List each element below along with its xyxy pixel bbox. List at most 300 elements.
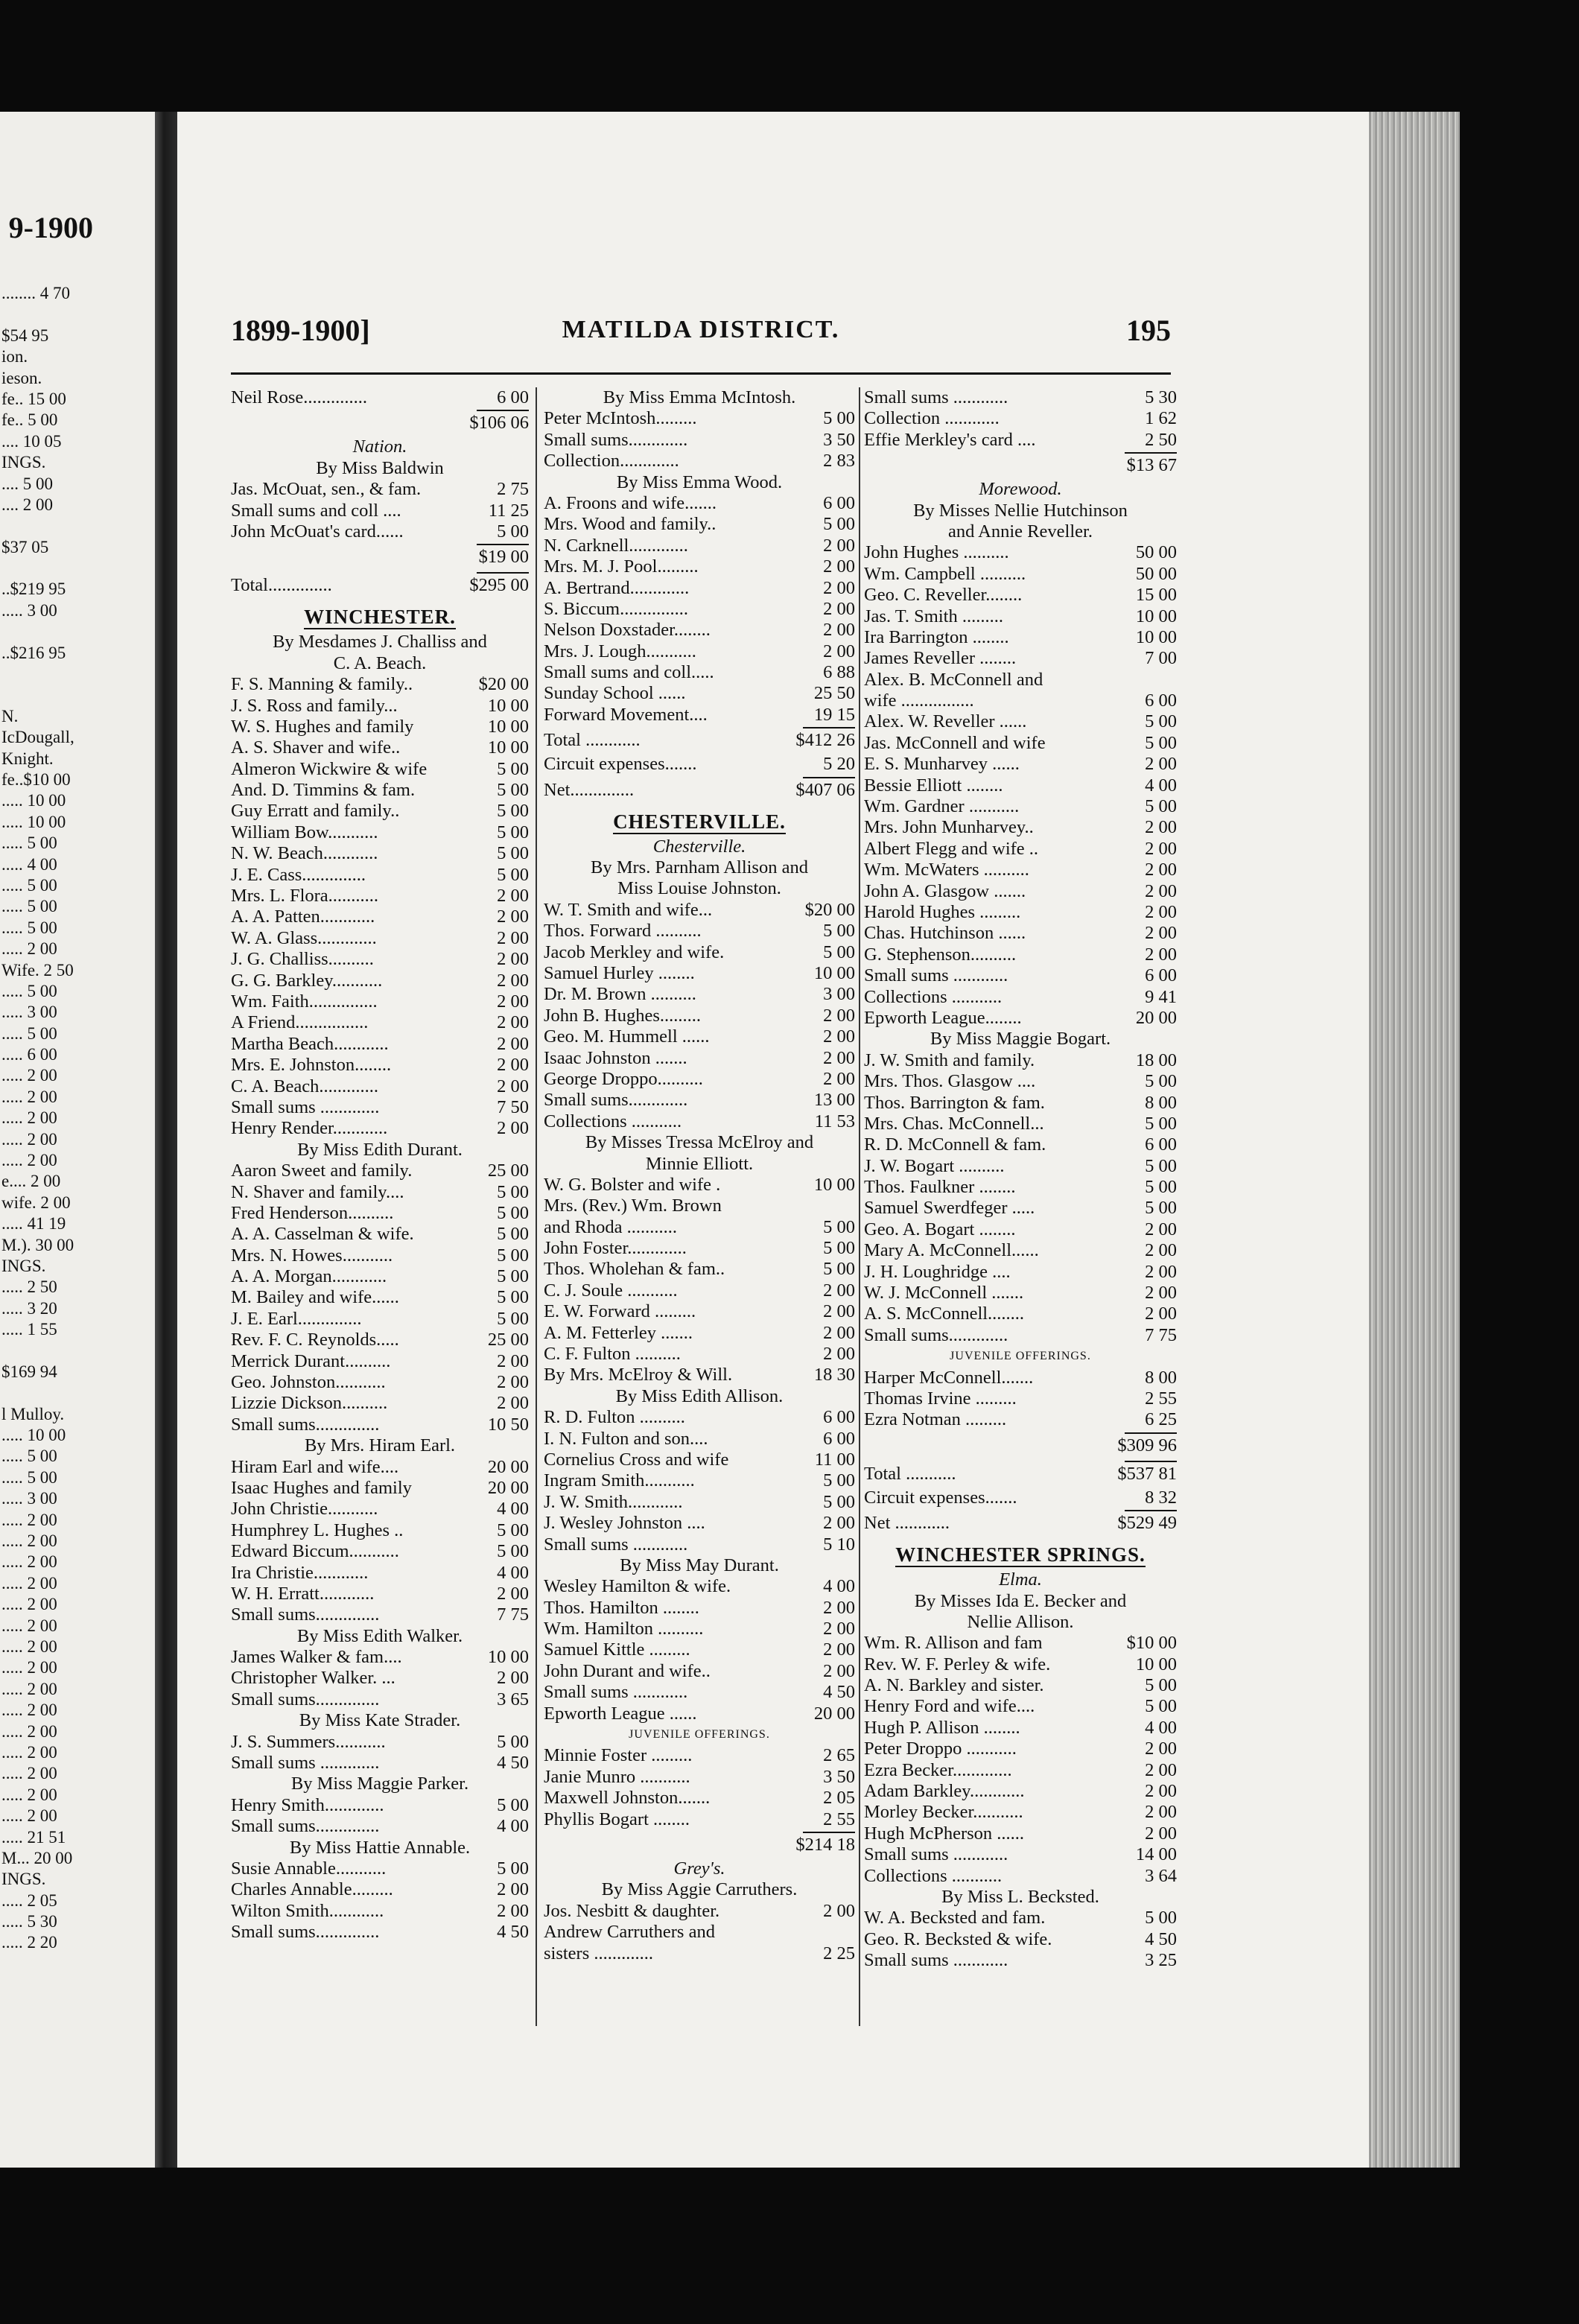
entry-amount: 2 00 — [497, 886, 529, 907]
entry-row — [864, 1304, 1177, 1324]
entry-name: Rev. W. F. Perley & wife. — [864, 1654, 1051, 1674]
entry-row — [864, 1929, 1177, 1950]
entry-name: Dr. M. Brown .......... — [544, 984, 696, 1005]
entry-amount: 2 75 — [497, 479, 529, 500]
entry-amount: 2 00 — [497, 1372, 529, 1393]
entry-name: Mrs. E. Johnston........ — [231, 1055, 392, 1076]
entry-row — [864, 1325, 1177, 1346]
entry-amount: 5 00 — [823, 514, 855, 535]
entry-row — [544, 1048, 855, 1069]
entry-name: J. W. Bogart .......... — [864, 1155, 1005, 1176]
left-fragment-line: ..... 2 00 — [1, 1679, 57, 1698]
entry-amount: $412 26 — [795, 730, 855, 751]
entry-row — [864, 965, 1177, 986]
column-1 — [231, 387, 529, 1943]
entry-name: Ingram Smith........... — [544, 1470, 695, 1491]
juvenile-heading: JUVENILE OFFERINGS. — [629, 1728, 770, 1742]
entry-amount: 2 00 — [497, 1350, 529, 1371]
entry-name: Small sums and coll..... — [544, 662, 714, 683]
entry-row — [231, 1795, 529, 1816]
entry-row — [864, 1781, 1177, 1802]
left-fragment-line: ..... 2 00 — [1, 939, 57, 959]
entry-row — [231, 1034, 529, 1055]
entry-amount: 2 00 — [1145, 1781, 1177, 1802]
entry-name: A. A. Casselman & wife. — [231, 1224, 414, 1245]
entry-amount: 5 00 — [1145, 1177, 1177, 1198]
entry-name: Lizzie Dickson.......... — [231, 1393, 388, 1414]
entry-name: Mrs. John Munharvey.. — [864, 817, 1034, 838]
left-fragment-line: INGS. — [1, 1870, 46, 1889]
entry-row — [231, 1478, 529, 1499]
left-fragment-line: ..... 2 00 — [1, 1552, 57, 1572]
left-fragment-line: ..... 3 20 — [1, 1298, 57, 1318]
left-fragment-line: ..... 2 00 — [1, 1066, 57, 1085]
entry-name: Wm. Gardner ........... — [864, 796, 1020, 817]
entry-row — [231, 1266, 529, 1287]
book-gutter — [155, 112, 177, 2168]
entry-name: Hugh McPherson ...... — [864, 1823, 1025, 1844]
entry-row — [544, 1238, 855, 1259]
entry-name: W. H. Erratt............ — [231, 1583, 375, 1604]
entry-row — [864, 1633, 1177, 1654]
entry-row — [544, 1513, 855, 1534]
collector-line: By Misses Ida E. Becker and — [914, 1590, 1127, 1611]
entry-row — [864, 902, 1177, 923]
entry-amount: 2 00 — [823, 1068, 855, 1089]
entry-amount: 3 50 — [823, 429, 855, 450]
entry-name: John McOuat's card...... — [231, 521, 404, 542]
entry-amount: 11 53 — [814, 1111, 855, 1131]
entry-amount: 10 50 — [487, 1414, 529, 1435]
entry-amount: 2 00 — [823, 1900, 855, 1921]
entry-row — [544, 536, 855, 556]
entry-row — [231, 1520, 529, 1541]
entry-name: Rev. F. C. Reynolds..... — [231, 1330, 399, 1350]
entry-name: C. J. Soule ........... — [544, 1280, 678, 1301]
entry-name: Alex. B. McConnell and — [864, 669, 1043, 690]
entry-name: Harper McConnell....... — [864, 1367, 1034, 1388]
entry-name: F. S. Manning & family.. — [231, 674, 413, 695]
entry-row — [231, 1668, 529, 1689]
entry-amount: 2 00 — [823, 1513, 855, 1534]
total-row — [544, 1835, 855, 1858]
entry-row — [544, 1090, 855, 1111]
left-page-header: 9-1900 — [8, 211, 93, 244]
entry-row — [544, 1745, 855, 1766]
entry-row — [231, 1182, 529, 1203]
entry-row — [864, 1071, 1177, 1092]
entry-row — [231, 822, 529, 843]
entry-amount: 2 00 — [823, 1322, 855, 1343]
entry-amount: 6 00 — [1145, 690, 1177, 711]
left-fragment-line: INGS. — [1, 1256, 46, 1275]
entry-amount: 10 00 — [813, 1174, 855, 1195]
entry-row — [231, 949, 529, 970]
collector-line: and Annie Reveller. — [948, 521, 1093, 542]
entry-row — [864, 1654, 1177, 1675]
juvenile-heading: JUVENILE OFFERINGS. — [950, 1350, 1091, 1363]
entry-amount: 5 00 — [1145, 1155, 1177, 1176]
entry-amount: 5 00 — [823, 1216, 855, 1237]
entry-amount: 50 00 — [1135, 542, 1177, 563]
entry-amount: 7 00 — [1145, 648, 1177, 669]
entry-row — [544, 1767, 855, 1788]
entry-name: Janie Munro ........... — [544, 1766, 690, 1787]
left-fragment-line: ..... 3 00 — [1, 1489, 57, 1508]
entry-row — [864, 430, 1177, 451]
entry-row — [544, 430, 855, 451]
left-fragment-line — [1, 621, 103, 642]
entry-amount: 2 55 — [823, 1809, 855, 1829]
entry-name: Isaac Johnston ....... — [544, 1047, 687, 1068]
entry-amount: 5 00 — [497, 1541, 529, 1562]
left-fragment-line: ..... 2 00 — [1, 1573, 57, 1593]
entry-amount: 6 00 — [497, 387, 529, 407]
entry-name: James Reveller ........ — [864, 648, 1017, 669]
entry-amount: 4 00 — [823, 1576, 855, 1597]
entry-row — [544, 1407, 855, 1428]
entry-row — [544, 1217, 855, 1238]
entry-amount: 6 88 — [823, 662, 855, 683]
entry-name: W. T. Smith and wife... — [544, 899, 713, 920]
header-years: 1899-1900] — [231, 314, 370, 347]
entry-row — [864, 648, 1177, 669]
entry-name: A Friend................ — [231, 1012, 369, 1033]
entry-name: Jacob Merkley and wife. — [544, 942, 725, 962]
entry-row — [231, 1604, 529, 1625]
left-fragment-line: ..... 5 30 — [1, 1912, 57, 1931]
entry-name: C. F. Fulton .......... — [544, 1344, 681, 1365]
entry-name: Mrs. Wood and family.. — [544, 514, 717, 535]
entry-row — [231, 1118, 529, 1139]
entry-row — [544, 1026, 855, 1047]
entry-amount: 9 41 — [1145, 986, 1177, 1007]
entry-row — [544, 1943, 855, 1964]
collector-line: By Miss Edith Durant. — [297, 1139, 463, 1160]
entry-amount: 2 00 — [497, 1393, 529, 1414]
entry-amount: 2 50 — [1145, 429, 1177, 450]
entry-amount: 5 00 — [1145, 1113, 1177, 1134]
entry-name: Small sums.............. — [231, 1922, 380, 1943]
entry-amount: $529 49 — [1117, 1513, 1177, 1534]
entry-name: Bessie Elliott ........ — [864, 775, 1003, 796]
entry-name: Henry Render............ — [231, 1118, 388, 1139]
entry-name: wife ................ — [864, 690, 974, 711]
entry-name: Ezra Notman ......... — [864, 1409, 1007, 1430]
entry-name: Albert Flegg and wife .. — [864, 838, 1039, 859]
left-fragment-line: .... 10 05 — [1, 431, 62, 451]
total-row — [231, 547, 529, 571]
entry-amount: 5 00 — [497, 1308, 529, 1329]
entry-amount: 2 00 — [823, 556, 855, 577]
entry-amount: 4 50 — [497, 1922, 529, 1943]
entry-amount: 2 00 — [823, 598, 855, 619]
entry-row — [231, 1203, 529, 1224]
entry-amount: 5 00 — [823, 1238, 855, 1259]
entry-amount: 15 00 — [1135, 585, 1177, 606]
collector-line: By Misses Tressa McElroy and — [585, 1132, 814, 1153]
entry-name: W. A. Becksted and fam. — [864, 1908, 1046, 1928]
entry-name: Small sums ............. — [231, 1096, 380, 1117]
entry-row — [544, 578, 855, 599]
entry-name: A. A. Patten............ — [231, 907, 375, 927]
entry-row — [544, 705, 855, 726]
entry-name: Minnie Foster ......... — [544, 1745, 693, 1766]
entry-row — [864, 1262, 1177, 1283]
section-heading — [544, 811, 855, 836]
entry-row — [231, 1689, 529, 1710]
collector-line: By Miss Edith Allison. — [615, 1385, 784, 1406]
left-fragment-line: ..... 5 00 — [1, 875, 57, 895]
entry-name: Neil Rose.............. — [231, 387, 368, 407]
entry-amount: 2 00 — [823, 1660, 855, 1681]
entry-name: Small sums............. — [544, 429, 688, 450]
entry-amount: 5 00 — [497, 1520, 529, 1540]
place-heading: Chesterville. — [652, 836, 746, 857]
entry-name: Henry Ford and wife.... — [864, 1696, 1035, 1717]
entry-row — [231, 801, 529, 822]
entry-row — [231, 1457, 529, 1478]
left-fragment-line: $54 95 — [1, 326, 49, 345]
entry-name: Geo. C. Reveller........ — [864, 585, 1023, 606]
entry-name: R. D. McConnell & fam. — [864, 1134, 1046, 1155]
left-fragment-line: ..... 10 00 — [1, 791, 66, 810]
entry-amount: 4 00 — [497, 1562, 529, 1583]
entry-name: Wesley Hamilton & wife. — [544, 1576, 731, 1597]
entry-row — [864, 754, 1177, 775]
entry-amount: 5 00 — [497, 780, 529, 801]
entry-row — [864, 1368, 1177, 1388]
entry-amount: 2 00 — [497, 970, 529, 991]
entry-row — [231, 991, 529, 1012]
entry-name: C. A. Beach............. — [231, 1076, 379, 1096]
entry-amount: 2 00 — [497, 991, 529, 1012]
entry-name: James Walker & fam.... — [231, 1647, 402, 1668]
left-fragment-line: N. — [1, 706, 19, 726]
left-fragment-line: ..... 4 00 — [1, 854, 57, 874]
entry-amount: 10 00 — [487, 695, 529, 716]
entry-amount: 4 00 — [497, 1816, 529, 1837]
entry-amount: 10 00 — [1135, 1654, 1177, 1674]
entry-amount: 10 00 — [1135, 626, 1177, 647]
entry-name: John B. Hughes......... — [544, 1005, 701, 1026]
entry-name: Small sums............. — [544, 1090, 688, 1111]
left-fragment-line: .... 5 00 — [1, 474, 53, 493]
entry-name: John Christie........... — [231, 1499, 378, 1520]
entry-amount: 5 00 — [823, 1259, 855, 1280]
left-fragment-line: ..... 2 00 — [1, 1806, 57, 1826]
entry-row — [231, 928, 529, 949]
left-fragment-line: fe.. 15 00 — [1, 389, 66, 408]
entry-name: Small sums and coll .... — [231, 500, 401, 521]
entry-amount: 25 00 — [487, 1330, 529, 1350]
entry-row — [864, 408, 1177, 429]
entry-row — [864, 1908, 1177, 1928]
entry-row — [864, 670, 1177, 690]
entry-name: Guy Erratt and family.. — [231, 801, 400, 822]
entry-row — [544, 1682, 855, 1703]
entry-name: Collections ........... — [864, 986, 1003, 1007]
collector-line: By Mesdames J. Challiss and — [273, 632, 487, 653]
entry-name: Fred Henderson.......... — [231, 1202, 394, 1223]
collector-line: By Mrs. Parnham Allison and — [591, 857, 808, 878]
collector-line: By Miss L. Becksted. — [941, 1887, 1099, 1907]
collector-line: Miss Louise Johnston. — [617, 878, 781, 899]
entry-name: Epworth League........ — [864, 1007, 1022, 1028]
entry-name: Mrs. Thos. Glasgow .... — [864, 1071, 1036, 1092]
entry-name: Hugh P. Allison ........ — [864, 1717, 1020, 1738]
entry-amount: 2 00 — [823, 1026, 855, 1047]
entry-amount: 2 00 — [1145, 901, 1177, 922]
entry-name: Net.............. — [544, 779, 635, 800]
entry-amount: 2 00 — [1145, 1759, 1177, 1780]
left-fragment-line: ..... 2 00 — [1, 1151, 57, 1170]
left-fragment-line: ..... 3 00 — [1, 1003, 57, 1022]
entry-name: Effie Merkley's card .... — [864, 429, 1036, 450]
entry-amount: 5 00 — [497, 1794, 529, 1815]
entry-amount: 5 00 — [497, 521, 529, 542]
entry-name: John Hughes .......... — [864, 542, 1009, 563]
entry-row — [231, 1732, 529, 1753]
entry-amount: 4 50 — [823, 1682, 855, 1703]
entry-amount: 3 64 — [1145, 1865, 1177, 1886]
entry-row — [231, 759, 529, 780]
entry-amount: 2 05 — [823, 1788, 855, 1809]
entry-row — [231, 843, 529, 864]
entry-row — [544, 921, 855, 942]
entry-row — [231, 1351, 529, 1372]
entry-amount: 2 00 — [1145, 944, 1177, 965]
entry-name: Total.............. — [231, 575, 332, 596]
entry-amount: 5 00 — [1145, 1675, 1177, 1696]
entry-amount: 2 00 — [1145, 1219, 1177, 1239]
entry-row — [231, 1055, 529, 1076]
entry-name: A. S. Shaver and wife.. — [231, 737, 401, 758]
entry-amount: 2 00 — [497, 949, 529, 970]
entry-row — [544, 963, 855, 984]
entry-amount: 14 00 — [1135, 1844, 1177, 1865]
entry-name: Wm. Faith............... — [231, 991, 378, 1012]
entry-row — [544, 1788, 855, 1809]
total-row — [544, 780, 855, 804]
left-fragment-line — [1, 1341, 103, 1362]
entry-name: W. G. Bolster and wife . — [544, 1174, 721, 1195]
entry-amount: 10 00 — [487, 1647, 529, 1668]
entry-name: Mrs. Chas. McConnell... — [864, 1113, 1044, 1134]
entry-name: I. N. Fulton and son.... — [544, 1428, 708, 1449]
entry-amount: 20 00 — [487, 1456, 529, 1477]
entry-name: Wm. R. Allison and fam — [864, 1633, 1043, 1654]
left-fragment-line: $169 94 — [1, 1362, 57, 1381]
entry-amount: 10 00 — [813, 962, 855, 983]
entry-name: Geo. A. Bogart ........ — [864, 1219, 1016, 1239]
entry-name: Small sums.............. — [231, 1604, 380, 1625]
entry-row — [864, 775, 1177, 796]
left-fragment-line: IcDougall, — [1, 728, 74, 747]
entry-row — [544, 620, 855, 641]
entry-amount: 4 00 — [1145, 1717, 1177, 1738]
entry-row — [544, 1922, 855, 1943]
entry-row — [864, 1718, 1177, 1739]
entry-row — [544, 1429, 855, 1450]
entry-amount: 2 00 — [823, 1301, 855, 1322]
entry-name: John A. Glasgow ....... — [864, 880, 1026, 901]
entry-row — [544, 408, 855, 429]
left-fragment-line: ..... 2 00 — [1, 1108, 57, 1128]
entry-row — [544, 1111, 855, 1132]
column-3 — [864, 387, 1177, 1972]
entry-name: And. D. Timmins & fam. — [231, 780, 416, 801]
entry-amount: 5 30 — [1145, 387, 1177, 407]
entry-amount: 2 00 — [823, 1005, 855, 1026]
entry-amount: 6 00 — [823, 1407, 855, 1428]
entry-name: Circuit expenses....... — [864, 1487, 1017, 1508]
entry-row — [864, 944, 1177, 965]
entry-amount: 4 50 — [1145, 1928, 1177, 1949]
left-fragment-line: ..... 2 00 — [1, 1616, 57, 1635]
entry-name: N. Shaver and family.... — [231, 1181, 404, 1202]
entry-name: J. W. Smith and family. — [864, 1050, 1035, 1070]
collector-line: By Miss Emma McIntosh. — [603, 387, 796, 407]
left-fragment-line: ..... 2 00 — [1, 1129, 57, 1149]
total-row — [231, 413, 529, 436]
left-fragment-line: ..... 6 00 — [1, 1045, 57, 1064]
entry-row — [544, 1344, 855, 1365]
header-district: MATILDA DISTRICT. — [562, 316, 840, 343]
entry-amount: 6 00 — [1145, 965, 1177, 986]
entry-amount: 5 00 — [497, 1181, 529, 1202]
entry-row — [544, 514, 855, 535]
entry-row — [544, 942, 855, 963]
left-fragment-line: ..... 2 00 — [1, 1637, 57, 1656]
entry-name: J. G. Challiss.......... — [231, 949, 374, 970]
entry-row — [231, 1541, 529, 1562]
entry-amount: 5 00 — [823, 408, 855, 429]
entry-name: Thos. Hamilton ........ — [544, 1597, 699, 1618]
left-fragment-line: ..$216 95 — [1, 643, 66, 662]
entry-row — [864, 690, 1177, 711]
entry-amount: $106 06 — [469, 413, 529, 434]
entry-amount: 6 00 — [1145, 1134, 1177, 1155]
collector-line: By Miss Emma Wood. — [616, 472, 783, 492]
entry-amount: 5 00 — [497, 1245, 529, 1266]
left-fragment-line — [1, 1382, 103, 1403]
entry-row — [231, 1097, 529, 1118]
entry-amount: 2 83 — [823, 451, 855, 472]
entry-name: Samuel Hurley ........ — [544, 962, 695, 983]
header-rule — [231, 372, 1171, 375]
collector-line: Minnie Elliott. — [645, 1153, 754, 1174]
entry-name: Edward Biccum........... — [231, 1541, 399, 1562]
entry-amount: 3 50 — [823, 1766, 855, 1787]
left-fragment-line: $37 05 — [1, 537, 49, 556]
entry-amount: 5 00 — [497, 801, 529, 822]
entry-amount: 5 00 — [497, 1731, 529, 1752]
entry-amount: $19 00 — [478, 547, 529, 568]
left-fragment-line: ..... 5 00 — [1, 1023, 57, 1043]
entry-row — [231, 1393, 529, 1414]
entry-name: Total ........... — [864, 1463, 956, 1484]
entry-row — [231, 1816, 529, 1837]
left-fragment-line: ion. — [1, 347, 28, 366]
entry-row — [544, 1069, 855, 1090]
entry-amount: 2 00 — [497, 1879, 529, 1900]
place-heading: Morewood. — [979, 479, 1062, 500]
entry-row — [231, 501, 529, 521]
entry-row — [544, 1450, 855, 1470]
entry-amount: 4 00 — [497, 1499, 529, 1520]
entry-row — [864, 1760, 1177, 1781]
